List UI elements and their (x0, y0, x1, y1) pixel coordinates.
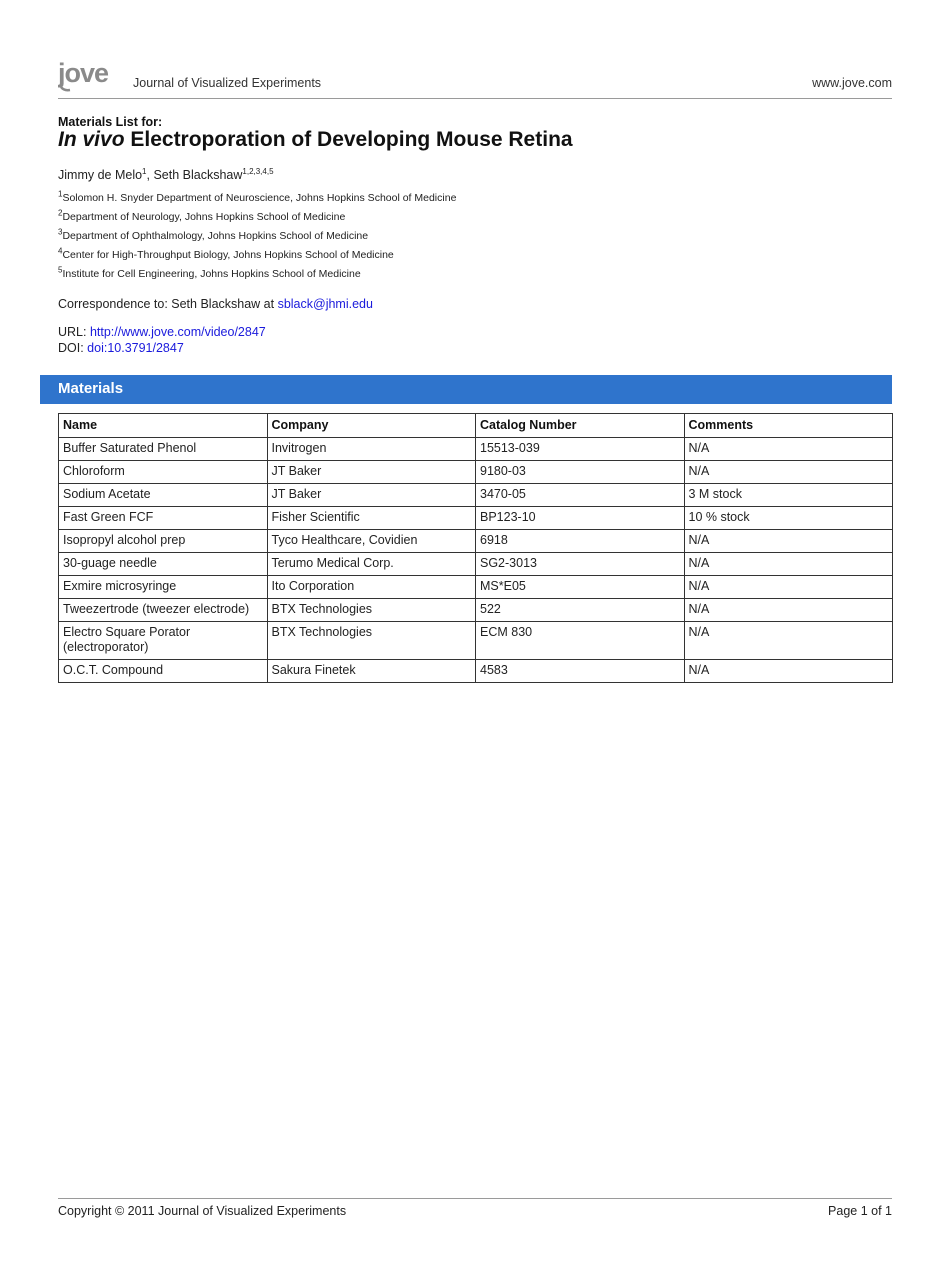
affiliation-number: 3 (58, 227, 63, 237)
correspondence (58, 297, 373, 311)
table-cell: Tyco Healthcare, Covidien (267, 530, 476, 553)
affiliation (58, 227, 369, 242)
table-cell: 6918 (476, 530, 685, 553)
affiliation-number: 4 (58, 246, 63, 256)
affiliation (58, 265, 361, 280)
affiliation-number: 5 (58, 265, 63, 275)
page-footer (58, 1198, 892, 1218)
journal-name: Journal of Visualized Experiments (133, 76, 322, 90)
table-cell: MS*E05 (476, 576, 685, 599)
table-cell: 10 % stock (684, 507, 893, 530)
table-cell: 522 (476, 599, 685, 622)
affiliation-text: Department of Ophthalmology, Johns Hopkins School of Medicine (62, 230, 369, 242)
column-header: Catalog Number (476, 414, 685, 438)
affiliation-text: Department of Neurology, Johns Hopkins School of Medicine (62, 211, 346, 223)
materials-table (58, 413, 893, 683)
table-row (59, 622, 893, 660)
table-cell: BTX Technologies (267, 599, 476, 622)
table-cell: JT Baker (267, 461, 476, 484)
table-cell: Terumo Medical Corp. (267, 553, 476, 576)
table-cell: Buffer Saturated Phenol (59, 438, 268, 461)
table-cell: Ito Corporation (267, 576, 476, 599)
table-cell: Sodium Acetate (59, 484, 268, 507)
table-cell: O.C.T. Compound (59, 660, 268, 683)
column-header: Name (59, 414, 268, 438)
email-link[interactable]: sblack@jhmi.edu (277, 297, 373, 311)
table-cell: 3470-05 (476, 484, 685, 507)
url-link[interactable]: http://www.jove.com/video/2847 (89, 325, 266, 339)
affiliation (58, 208, 346, 223)
jove-logo (58, 60, 126, 94)
table-row (59, 507, 893, 530)
url-line (58, 325, 266, 339)
doi-label: DOI: (58, 341, 88, 355)
materials-list-label: Materials List for: (58, 115, 163, 129)
table-cell: N/A (684, 660, 893, 683)
table-cell: N/A (684, 553, 893, 576)
table-cell: BP123-10 (476, 507, 685, 530)
table-cell: N/A (684, 622, 893, 660)
copyright-text: Copyright © 2011 Journal of Visualized Experiments (58, 1204, 347, 1218)
doi-link[interactable]: doi:10.3791/2847 (87, 341, 184, 355)
table-row (59, 530, 893, 553)
affiliation (58, 246, 394, 261)
table-row (59, 553, 893, 576)
table-row (59, 461, 893, 484)
title-rest: Electroporation of Developing Mouse Retina (124, 128, 573, 151)
table-cell: Electro Square Porator (electroporator) (59, 622, 268, 660)
table-cell: SG2-3013 (476, 553, 685, 576)
table-row (59, 576, 893, 599)
table-cell: 15513-039 (476, 438, 685, 461)
table-cell: Fast Green FCF (59, 507, 268, 530)
table-cell: 3 M stock (684, 484, 893, 507)
table-cell: Tweezertrode (tweezer electrode) (59, 599, 268, 622)
svg-text:jove: jove (58, 60, 109, 88)
affiliation-text: Solomon H. Snyder Department of Neuroscience, Johns Hopkins School of Medicine (62, 192, 457, 204)
table-header-row (59, 414, 893, 438)
page-number: Page 1 of 1 (828, 1204, 892, 1218)
column-header: Company (267, 414, 476, 438)
section-title: Materials (58, 380, 124, 397)
table-cell: BTX Technologies (267, 622, 476, 660)
url-label: URL: (58, 325, 90, 339)
table-cell: 9180-03 (476, 461, 685, 484)
table-row (59, 599, 893, 622)
table-cell: 30-guage needle (59, 553, 268, 576)
article-title (58, 128, 573, 152)
table-cell: Exmire microsyringe (59, 576, 268, 599)
table-cell: ECM 830 (476, 622, 685, 660)
affiliation-text: Center for High-Throughput Biology, Johns Hopkins School of Medicine (62, 249, 394, 261)
table-cell: 4583 (476, 660, 685, 683)
table-cell: N/A (684, 576, 893, 599)
author-affil-sup: 1 (142, 166, 147, 176)
materials-section-header (40, 375, 892, 404)
affiliation-text: Institute for Cell Engineering, Johns Hopkins School of Medicine (62, 268, 361, 280)
table-cell: N/A (684, 530, 893, 553)
table-cell: Chloroform (59, 461, 268, 484)
table-cell: Isopropyl alcohol prep (59, 530, 268, 553)
page-header (58, 58, 892, 99)
table-cell: Sakura Finetek (267, 660, 476, 683)
author-list: Jimmy de Melo$^1$, Seth Blackshaw$^{1,2,3,4,5}$ (58, 166, 274, 182)
table-row (59, 484, 893, 507)
table-cell: JT Baker (267, 484, 476, 507)
correspondence-label: Correspondence to: Seth Blackshaw at (58, 297, 278, 311)
site-url[interactable]: www.jove.com (812, 76, 892, 90)
table-row (59, 660, 893, 683)
affiliation (58, 189, 457, 204)
affiliation-number: 1 (58, 189, 63, 199)
table-cell: Fisher Scientific (267, 507, 476, 530)
table-row (59, 438, 893, 461)
table-cell: Invitrogen (267, 438, 476, 461)
author-affil-sup: 1,2,3,4,5 (242, 166, 274, 176)
table-cell: N/A (684, 438, 893, 461)
column-header: Comments (684, 414, 893, 438)
table-cell: N/A (684, 461, 893, 484)
author-name: Jimmy de Melo (58, 168, 143, 182)
table-cell: N/A (684, 599, 893, 622)
doi-line (58, 341, 184, 355)
title-italic-part: In vivo (58, 128, 125, 151)
author-name: Seth Blackshaw (153, 168, 243, 182)
affiliation-number: 2 (58, 208, 63, 218)
